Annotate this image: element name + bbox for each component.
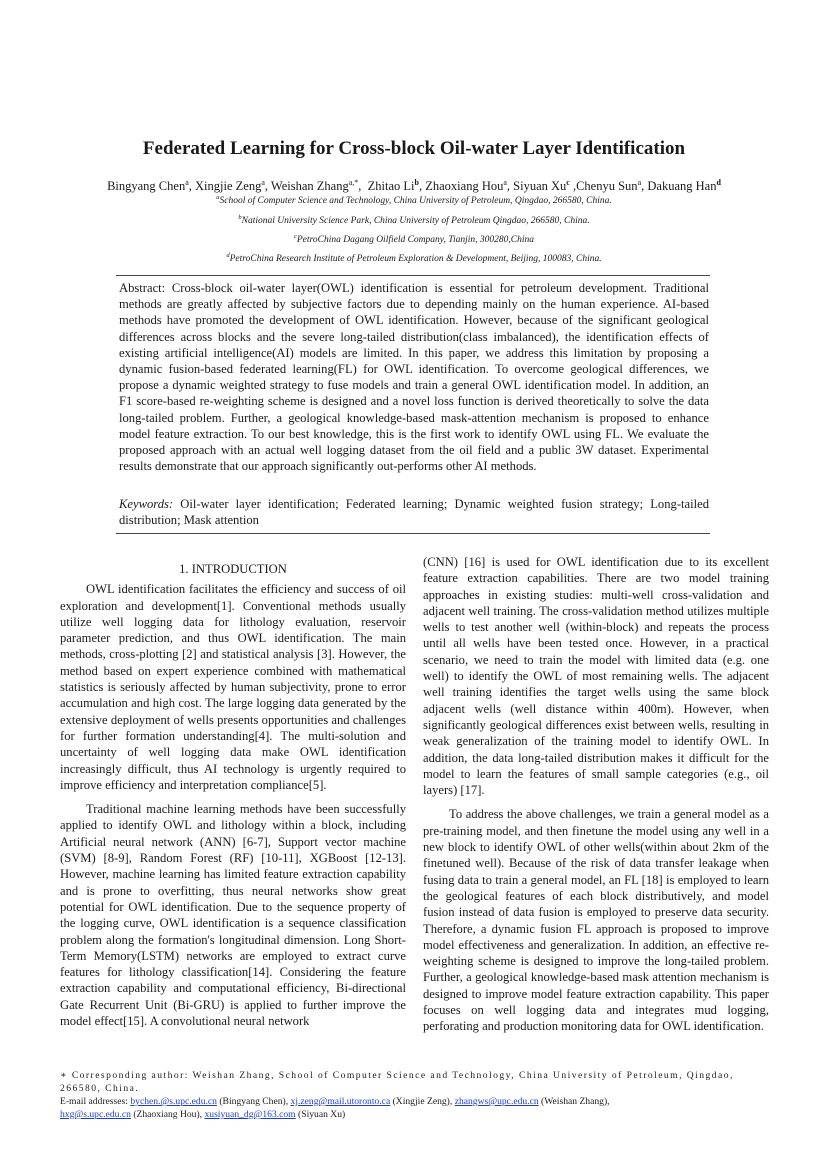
author-list xyxy=(0,178,828,194)
abstract-top-rule xyxy=(116,275,710,276)
author: Zhaoxiang Hou$^a$, xyxy=(425,178,514,194)
email-link[interactable]: xusiyuan_dg@163.com xyxy=(204,1109,296,1120)
email-addresses: E-mail addresses: bychen.@s.upc.edu.cn (Bingyang Chen), xj.zeng@mail.utoronto.ca (Xingjie Zeng), zhangws@upc.edu.cn (Weishan Zhang), xyxy=(60,1096,610,1107)
author: Weishan Zhang$^{a,*}$, xyxy=(270,178,368,194)
keywords-text: Oil-water layer identification; Federated learning; Dynamic weighted fusion strategy; Long-tailed distribution; Mask attention xyxy=(119,497,709,528)
author: Dakuang Han$^d$ xyxy=(647,178,721,194)
affiliation-a: $^a$School of Computer Science and Technology, China University of Petroleum, Qingdao, 266580, China. xyxy=(216,194,612,207)
email-link[interactable]: xj.zeng@mail.utoronto.ca xyxy=(290,1096,391,1107)
abstract: Abstract: Cross-block oil-water layer(OWL) identification is essential for petroleum development. Traditional methods are greatly affected by subjective factors due to depending mainly on the human experience. AI-based methods have promoted the development of OWL identification. However, because of the significant geological differences across blocks and the severe long-tailed distribution(class imbalanced), the identification effects of existing artificial intelligence(AI) models are limited. In this paper, we address this limitation by proposing a dynamic fusion-based federated learning(FL) for OWL identification. To overcome geological differences, we propose a dynamic weighted strategy to fuse models and train a general OWL identification model. In addition, an F1 score-based re-weighting scheme is designed and a novel loss function is derived theoretically to solve the data long-tailed problem. Further, a geological knowledge-based mask-attention mechanism is proposed to enhance model feature extraction. To our best knowledge, this is the first work to identify OWL using FL. We evaluate the proposed approach with an actual well logging dataset from the oil field and a public 3W dataset. Experimental results demonstrate that our approach significantly out-performs other AI methods. xyxy=(119,281,709,474)
corresponding-author-cont: 266580, China. xyxy=(60,1083,140,1094)
email-link[interactable]: zhangws@upc.edu.cn xyxy=(454,1096,539,1107)
affiliation-c: $^c$PetroChina Dagang Oilfield Company, Tianjin, 300280,China xyxy=(293,233,535,246)
keywords xyxy=(119,496,709,528)
abstract-bottom-rule xyxy=(116,533,710,534)
section-heading-introduction: 1. INTRODUCTION xyxy=(179,562,287,576)
right-column xyxy=(423,554,769,1043)
left-column xyxy=(60,554,406,1037)
corresponding-author: ∗ Corresponding author: Weishan Zhang, School of Computer Science and Technology, China University of Petroleum, Qingdao, xyxy=(60,1070,734,1081)
paragraph: OWL identification facilitates the efficiency and success of oil exploration and development[1]. Conventional methods usually utilize well logging data for lithology evaluation, reservoir parameter prediction, and thus OWL identification. The main methods, cross-plotting [2] and statistical analysis [3]. However, the method based on expert experience combined with mathematical statistics is seriously affected by human subjectivity, prone to error accumulation and high cost. The large logging data generated by the extensive deployment of wells presents opportunities and challenges for further formation understanding[4]. The multi-solution and uncertainty of well logging data make OWL identification increasingly difficult, thus AI technology is urgently required to improve efficiency and interpretation compliance[5]. xyxy=(60,582,406,792)
author: Chenyu Sun$^a$, xyxy=(576,178,648,194)
email-link[interactable]: hxg@s.upc.edu.cn xyxy=(60,1109,131,1120)
affiliation-b: $^b$National University Science Park, China University of Petroleum Qingdao, 266580, China. xyxy=(238,214,590,227)
author: Siyuan Xu$^c$ , xyxy=(513,178,577,194)
author: Bingyang Chen$^a$, xyxy=(107,178,196,194)
author: Xingjie Zeng$^a$, xyxy=(195,178,271,194)
affiliation-d: $^d$PetroChina Research Institute of Petroleum Exploration & Development, Beijing, 100083, China. xyxy=(226,252,602,265)
author: Zhitao Li$^b$, xyxy=(367,178,426,194)
keywords-label: Keywords: xyxy=(119,497,174,511)
paragraph: To address the above challenges, we train a general model as a pre-training model, and then finetune the model using any well in a new block to identify OWL of other wells(within about 2km of the finetuned well). Because of the risk of data transfer leakage when fusing data to train a general model, an FL [18] is employed to learn the geological features of each block distributively, and model fusion instead of data fusion is employed to preserve data security. Therefore, a dynamic fusion FL approach is proposed to improve model effectiveness and generalization. In addition, an effective re-weighting scheme is designed to improve the long-tailed problem. Further, a geological knowledge-based mask attention mechanism is designed to improve model feature extraction capability. This paper focuses on well logging data and integrates mud logging, perforating and production monitoring data for OWL identification. xyxy=(423,807,769,1034)
paragraph: Traditional machine learning methods have been successfully applied to identify OWL and lithology within a block, including Artificial neural network (ANN) [6-7], Support vector machine (SVM) [8-9], Random Forest (RF) [10-11], XGBoost [12-13]. However, machine learning has limited feature extraction capability and is prone to overfitting, thus neural networks show great potential for OWL identification. Due to the sequence property of the logging curve, OWL identification is a sequence classification problem along the formation's longitudinal dimension. Long Short-Term Memory(LSTM) networks are employed to extract curve features for lithology classification[14]. Considering the feature extraction capability and computational efficiency, Bi-directional Gate Recurrent Unit (Bi-GRU) is applied to further improve the model effect[15]. A convolutional neural network xyxy=(60,802,406,1029)
paper-title: Federated Learning for Cross-block Oil-water Layer Identification xyxy=(142,138,686,159)
email-addresses-cont: hxg@s.upc.edu.cn (Zhaoxiang Hou), xusiyuan_dg@163.com (Siyuan Xu) xyxy=(60,1109,346,1120)
footnote xyxy=(60,1069,772,1121)
email-link[interactable]: bychen.@s.upc.edu.cn xyxy=(130,1096,217,1107)
paragraph: (CNN) [16] is used for OWL identification due to its excellent feature extraction capabilities. There are two model training approaches in existing studies: multi-well cross-validation and adjacent well training. The cross-validation method utilizes multiple wells to test another well (within-block) and repeats the process until all wells have been tested once. However, in a practical scenario, we need to train the model with limited data (e.g. one well) to identify the OWL of most remaining wells. The adjacent well training identifies the target wells using the same block adjacent wells (well distance within 400m). However, when significantly geological differences exist between wells, resulting in weak generalization of the training model to identify OWL. In addition, the data long-tailed distribution makes it difficult for the model to learn the features of small sample categories (e.g., oil layers) [17]. xyxy=(423,555,769,798)
